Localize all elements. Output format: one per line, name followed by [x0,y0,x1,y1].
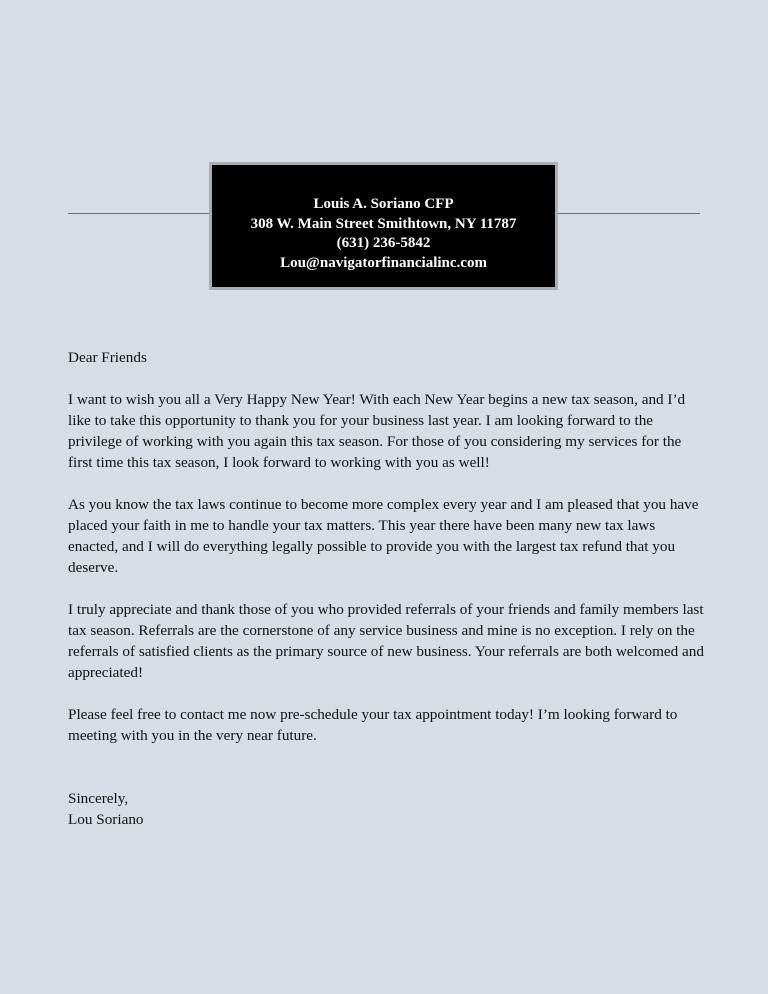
letterhead [209,162,558,290]
header-rule-right [557,213,700,214]
letterhead-email: Lou@navigatorfinancialinc.com [280,254,487,271]
letterhead-address: 308 W. Main Street Smithtown, NY 11787 [250,215,517,232]
salutation: Dear Friends [68,349,147,366]
letterhead-box [212,165,555,287]
paragraph-contact: Please feel free to contact me now pre-schedule your tax appointment today! I’m looking forward to meeting with you in the very near future. [68,706,678,744]
header-rule-left [68,213,211,214]
sign-off [68,788,708,830]
closing: Sincerely, [68,790,129,807]
letter-body [68,347,708,830]
paragraph-greeting: I want to wish you all a Very Happy New Year! With each New Year begins a new tax season, and I’d like to take this opportunity to thank you for your business last year. I am looking forward to the privilege of working with you again this tax season. For those of you considering my services for the first time this tax season, I look forward to working with you as well! [68,391,686,471]
signature: Lou Soriano [68,811,144,828]
paragraph-referrals: I truly appreciate and thank those of you who provided referrals of your friends and family members last tax season. Referrals are the cornerstone of any service business and mine is no exception. I rely on the referrals of satisfied clients as the primary source of new business. Your referrals are both welcomed and appreciated! [68,601,704,681]
letterhead-phone: (631) 236-5842 [336,235,431,251]
letterhead-name: Louis A. Soriano CFP [313,196,454,212]
paragraph-tax-laws: As you know the tax laws continue to become more complex every year and I am pleased that you have placed your faith in me to handle your tax matters. This year there have been many new tax laws enacted, and I will do everything legally possible to provide you with the largest tax refund that you deserve. [68,496,699,576]
